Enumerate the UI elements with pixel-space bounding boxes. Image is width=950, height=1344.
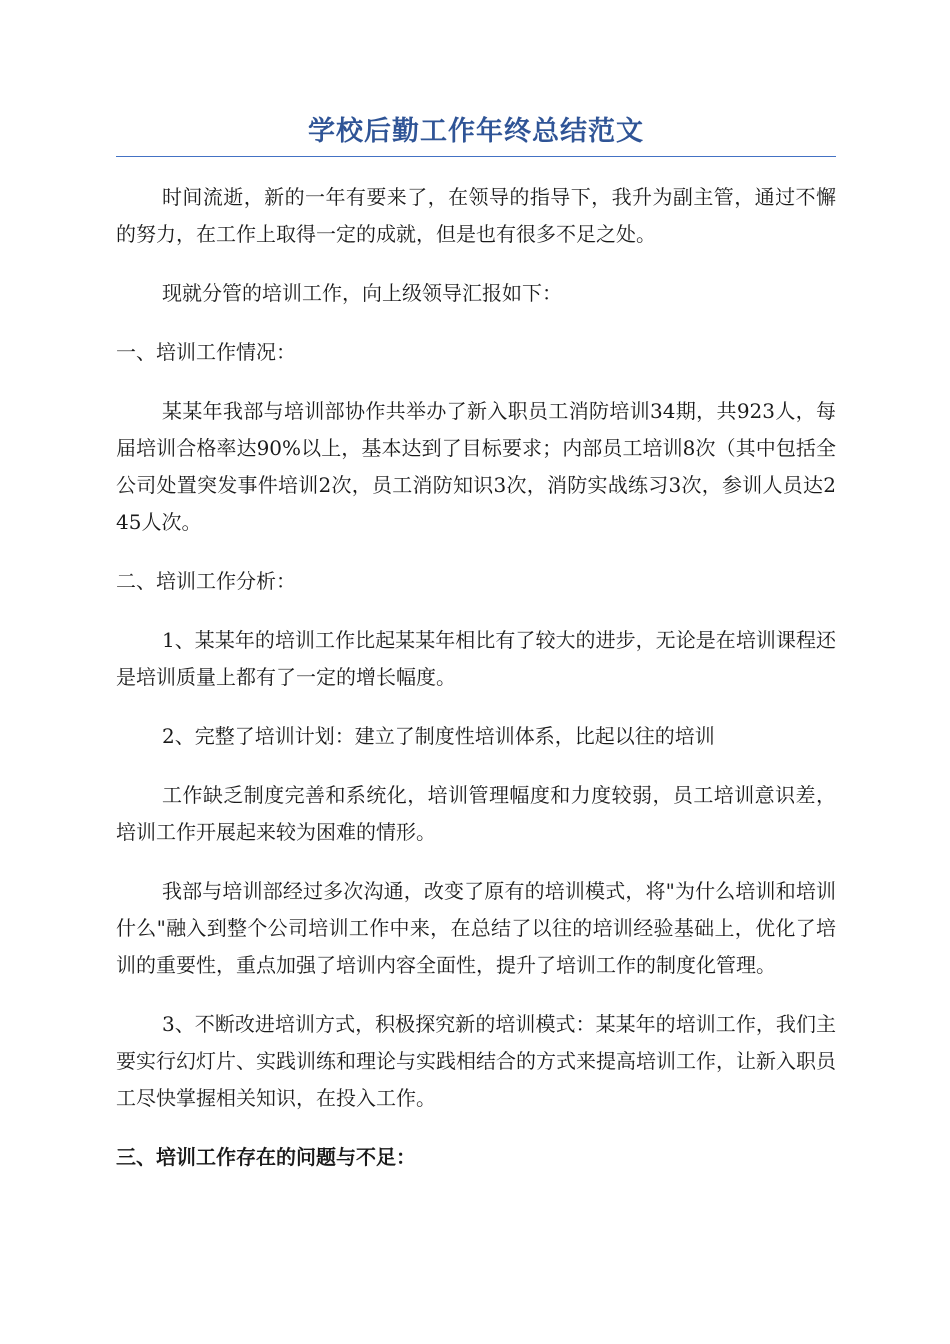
paragraph-analysis-1: 1、某某年的培训工作比起某某年相比有了较大的进步，无论是在培训课程还是培训质量上都有了一定的增长幅度。 <box>116 628 836 689</box>
document-title: 学校后勤工作年终总结范文 <box>116 112 836 157</box>
section-heading-2: 二、培训工作分析： <box>116 569 296 593</box>
paragraph-communication: 我部与培训部经过多次沟通，改变了原有的培训模式，将"为什么培训和培训什么"融入到整个公司培训工作中来，在总结了以往的培训经验基础上，优化了培训的重要性，重点加强了培训内容全面性，提升了培训工作的制度化管理。 <box>116 879 836 977</box>
document-page <box>116 112 836 1198</box>
paragraph-analysis-2-cont: 工作缺乏制度完善和系统化，培训管理幅度和力度较弱，员工培训意识差，培训工作开展起来较为困难的情形。 <box>116 783 836 844</box>
section-heading-1: 一、培训工作情况： <box>116 340 296 364</box>
paragraph-intro: 时间流逝，新的一年有要来了，在领导的指导下，我升为副主管，通过不懈的努力，在工作上取得一定的成就，但是也有很多不足之处。 <box>116 185 836 246</box>
paragraph-analysis-2: 2、完整了培训计划：建立了制度性培训体系，比起以往的培训 <box>162 724 715 748</box>
paragraph-training-stats: 某某年我部与培训部协作共举办了新入职员工消防培训34期，共923人，每届培训合格率达90%以上，基本达到了目标要求；内部员工培训8次（其中包括全公司处置突发事件培训2次，员工消防知识3次，消防实战练习3次，参训人员达245人次。 <box>116 399 836 534</box>
paragraph-report-lead: 现就分管的培训工作，向上级领导汇报如下： <box>162 281 562 305</box>
document-body <box>116 179 836 1176</box>
section-heading-3: 三、培训工作存在的问题与不足： <box>116 1145 416 1169</box>
paragraph-analysis-3: 3、不断改进培训方式，积极探究新的培训模式：某某年的培训工作，我们主要实行幻灯片、实践训练和理论与实践相结合的方式来提高培训工作，让新入职员工尽快掌握相关知识，在投入工作。 <box>116 1012 836 1110</box>
